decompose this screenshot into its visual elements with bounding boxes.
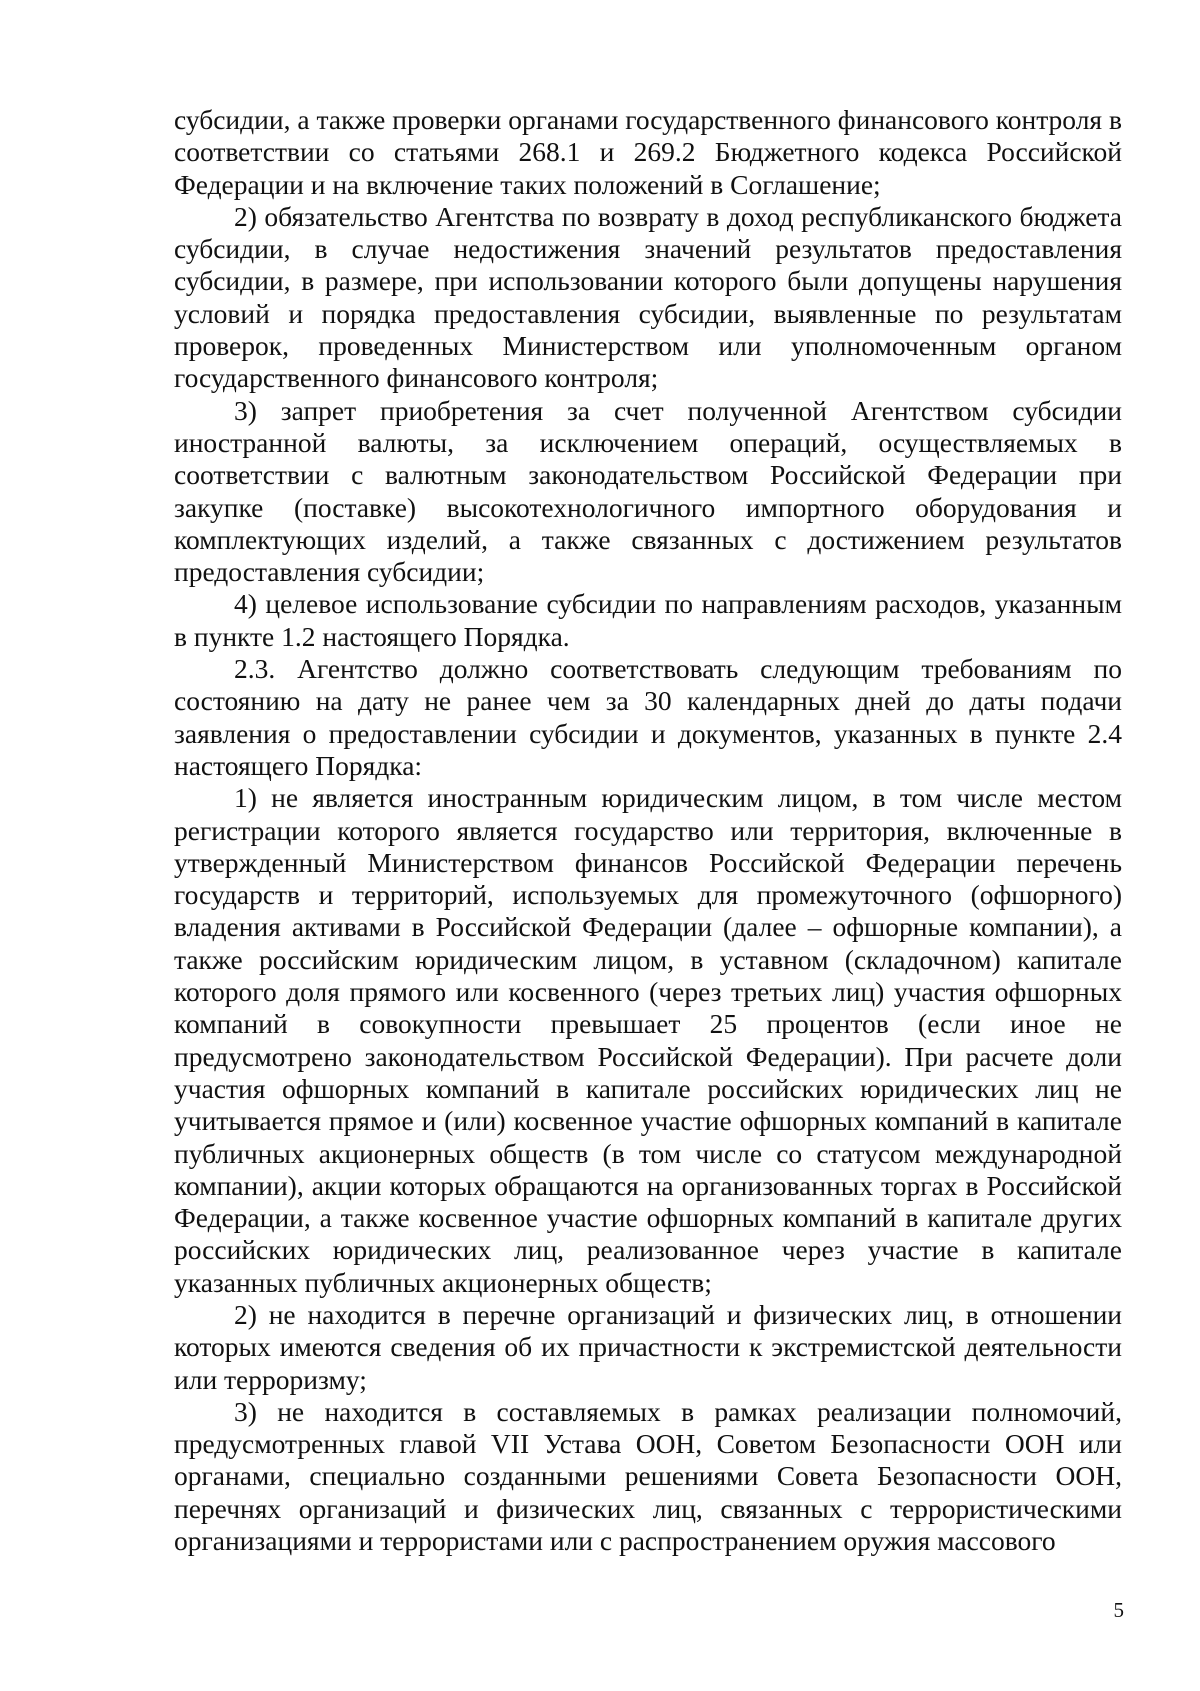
paragraph: 2.3. Агентство должно соответствовать следующим требованиям по состоянию на дату не ранее чем за 30 календарных дней до даты подачи заявления о предоставлении субсидии и документов, указанных в пункте 2.4 настоящего Порядка:	[174, 653, 1122, 781]
paragraph: 2) не находится в перечне организаций и физических лиц, в отношении которых имеются сведения об их причастности к экстремистской деятельности или терроризму;	[174, 1298, 1122, 1395]
paragraph: 4) целевое использование субсидии по направлениям расходов, указанным в пункте 1.2 настоящего Порядка.	[174, 588, 1122, 652]
paragraph: субсидии, а также проверки органами государственного финансового контроля в соответствии со статьями 268.1 и 269.2 Бюджетного кодекса Российской Федерации и на включение таких положений в Соглашение;	[174, 104, 1122, 200]
page-number: 5	[1113, 1598, 1124, 1622]
paragraph: 3) запрет приобретения за счет полученной Агентством субсидии иностранной валюты, за исключением операций, осуществляемых в соответствии с валютным законодательством Российской Федерации при закупке (поставке) высокотехнологичного импортного оборудования и комплектующих изделий, а также связанных с достижением результатов предоставления субсидии;	[174, 394, 1122, 588]
document-body	[174, 104, 1122, 1557]
paragraph: 3) не находится в составляемых в рамках реализации полномочий, предусмотренных главой VII Устава ООН, Советом Безопасности ООН или органами, специально созданными решениями Совета Безопасности ООН, перечнях организаций и физических лиц, связанных с террористическими организациями и террористами или с распространением оружия массового	[174, 1395, 1122, 1557]
paragraph: 2) обязательство Агентства по возврату в доход республиканского бюджета субсидии, в случае недостижения значений результатов предоставления субсидии, в размере, при использовании которого были допущены нарушения условий и порядка предоставления субсидии, выявленные по результатам проверок, проведенных Министерством или уполномоченным органом государственного финансового контроля;	[174, 200, 1122, 394]
paragraph: 1) не является иностранным юридическим лицом, в том числе местом регистрации которого является государство или территория, включенные в утвержденный Министерством финансов Российской Федерации перечень государств и территорий, используемых для промежуточного (офшорного) владения активами в Российской Федерации (далее – офшорные компании), а также российским юридическим лицом, в уставном (складочном) капитале которого доля прямого или косвенного (через третьих лиц) участия офшорных компаний в совокупности превышает 25 процентов (если иное не предусмотрено законодательством Российской Федерации). При расчете доли участия офшорных компаний в капитале российских юридических лиц не учитывается прямое и (или) косвенное участие офшорных компаний в капитале публичных акционерных обществ (в том числе со статусом международной компании), акции которых обращаются на организованных торгах в Российской Федерации, а также косвенное участие офшорных компаний в капитале других российских юридических лиц, реализованное через участие в капитале указанных публичных акционерных обществ;	[174, 782, 1122, 1298]
